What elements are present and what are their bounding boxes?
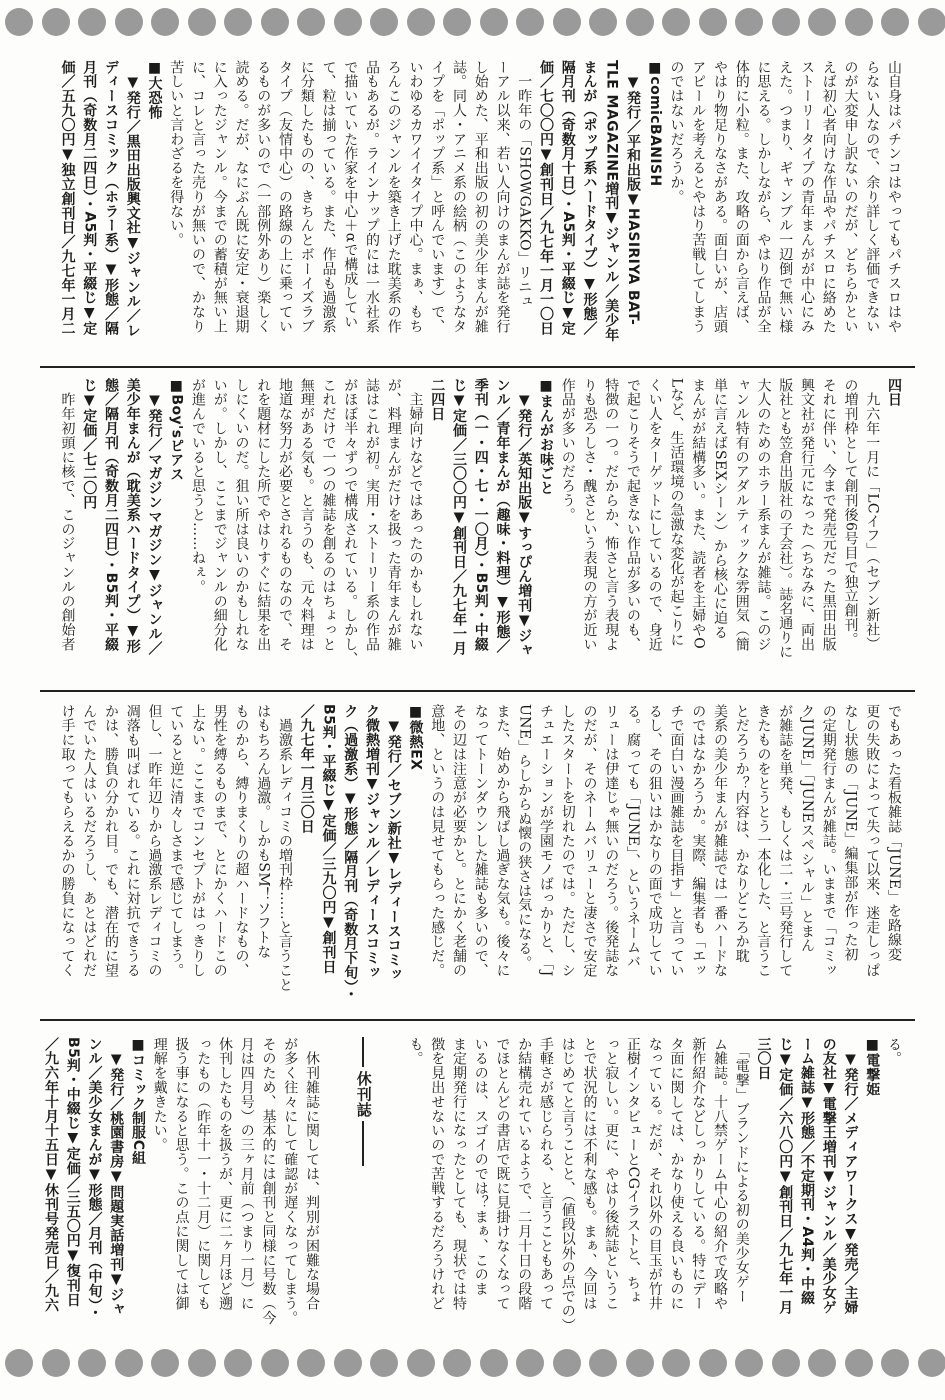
decorative-dot — [224, 1349, 252, 1377]
text-column: 「電撃」ブランドによる初の美少女ゲー — [733, 1037, 750, 1304]
text-band-4 — [39, 1037, 904, 1337]
decorative-dot — [261, 1349, 289, 1377]
text-column: いるのは、スゴイのでは？まぁ、このま — [472, 1037, 489, 1297]
text-column: て、粒は揃っている。また、作品も過激系 — [320, 60, 337, 334]
text-column: ものから、縛りまくりの超ハードなもの、 — [233, 704, 250, 978]
text-column: る。腐っても「JUNE」、というネームバ — [625, 704, 641, 969]
text-column: 徴を見出せないので苦戦するだろうけれど — [429, 1037, 446, 1311]
text-column: また、始めから飛ばし過ぎな気も。後々に — [494, 704, 511, 978]
text-column: 特徴の一つ。だからか、怖さと言う表現よ — [603, 378, 620, 652]
magazine-spec-line: 季刊（一・四・七・一〇月）・B5判・中綴 — [472, 378, 489, 652]
text-column: ていると逆に清々しさまで感じてしまう。 — [168, 704, 185, 978]
decorative-dot — [5, 8, 33, 36]
text-column: るし、その狙いはかなりの面で成功してい — [646, 704, 663, 978]
text-column: 上ない。ここまでコンセプトがはっきりし — [190, 704, 206, 978]
text-column: それに伴い、今まで発売元だった黒田出版 — [820, 378, 837, 652]
text-column: 意地、というのは見せてもらった感じだ。 — [429, 704, 446, 978]
section-divider — [40, 1019, 915, 1021]
text-column: か結構売れているようで、二月十日の段階 — [516, 1037, 533, 1311]
text-column: いわゆるカワイイタイプ中心。まぁ、もち — [407, 60, 424, 334]
magazine-spec-line: ／九六年十月十五日▼休刊号発売日／九六 — [43, 1037, 59, 1313]
text-column: 但し、一昨年辺りから過激系レディコミの — [146, 704, 163, 978]
text-column: 休刊したものを扱うが、更に二ヶ月ほど遡 — [217, 1037, 233, 1311]
decorative-dot — [443, 1349, 471, 1377]
decorative-dot — [480, 8, 508, 36]
decorative-dot — [407, 1349, 435, 1377]
text-column: 苦しいと言わざるを得ない。 — [168, 60, 185, 248]
text-column: やはり物足りなさがある。面白いが、店頭 — [712, 60, 728, 334]
decorative-dot — [626, 1349, 654, 1377]
decorative-dot — [151, 1349, 179, 1377]
text-column: 凋落も叫ばれている。これに対抗できうる — [124, 704, 141, 978]
decorative-dot — [151, 8, 179, 36]
text-column: に分類したものの、きちんとボーイズラブ — [298, 60, 315, 334]
decorative-dot — [516, 8, 544, 36]
decorative-dot — [78, 8, 106, 36]
text-column: でもあった看板雑誌「JUNE」を路線変 — [886, 704, 902, 962]
text-column: えば初心者向けな作品やパチスロに絡めた — [820, 60, 837, 334]
decorative-dot — [735, 1349, 763, 1377]
text-column: のが大変申し訳ないのだが、どちらかとい — [842, 60, 859, 334]
text-column: け手に取ってもらえるかの勝負になってく — [59, 704, 76, 978]
decorative-dot — [662, 8, 690, 36]
magazine-spec-line: の友社▼電撃王増刊▼ジャンル／美少女ゲ — [820, 1037, 837, 1315]
text-column: 大人のためのホラー系まんが雑誌。このジ — [755, 378, 772, 652]
magazine-spec-line: じ▼定価／六八〇円▼創刊日／九七年一月 — [777, 1037, 794, 1315]
text-column: 更の失敗によって失って以来、迷走しっぱ — [864, 704, 881, 978]
decorative-dot — [808, 1349, 836, 1377]
text-column: 扱う事になると思う。この点に関しては御 — [173, 1037, 190, 1311]
section-heading — [352, 1037, 374, 1337]
text-column: なっている。だが、それ以外の目玉が竹井 — [646, 1037, 663, 1311]
magazine-spec-line: ンル／青年まんが（趣味・料理）▼形態／ — [494, 378, 511, 654]
text-column: したスタートを切れたのでは。ただし、シ — [559, 704, 576, 978]
text-column: ストーリータイプの青年まんがが中心にみ — [799, 60, 815, 334]
text-column: 正樹インタビューとCGイラストと、ちょ — [625, 1037, 641, 1305]
decorative-dot — [42, 8, 70, 36]
magazine-spec-line: ▼発行／マガジンマガジン▼ジャンル／ — [146, 378, 163, 656]
text-column: いが。しかし、ここまでジャンルの細分化 — [211, 378, 228, 652]
text-column: の定期発行まんが雑誌。いままで「コミッ — [820, 704, 837, 978]
magazine-spec-line: ▼発行／黒田出版興文社▼ジャンル／レ — [124, 60, 141, 338]
text-column: 美系の美少年まんが雑誌では一番ハードな — [712, 704, 728, 978]
decorative-dot — [808, 8, 836, 36]
decorative-dot — [772, 8, 800, 36]
decorative-dot — [735, 8, 763, 36]
decorative-dot — [370, 8, 398, 36]
text-column: 過激系レディコミの増刊枠……と言うこと — [277, 704, 293, 992]
decorative-dot — [626, 8, 654, 36]
decorative-dot-row-bottom — [5, 1349, 945, 1379]
decorative-dot-row-top — [5, 8, 945, 38]
text-column: 誌はこれが初。実用・ストーリー系の作品 — [364, 378, 380, 652]
magazine-spec-line: ■コミック制服C組 — [130, 1037, 146, 1165]
decorative-dot — [261, 8, 289, 36]
text-column: えた。つまり、ギャンブル一辺倒で無い様 — [777, 60, 794, 334]
decorative-dot — [845, 8, 873, 36]
text-column: ったもの（昨年十一・十二月）に関しても — [195, 1037, 212, 1311]
magazine-spec-line: まんが（ポップ系ハードタイプ）▼形態／ — [581, 60, 598, 336]
text-column: 興文社が発行元になった（ちなみに、両出 — [799, 378, 815, 652]
text-column: タイプ（友情中心）の路線の上に乗ってい — [277, 60, 293, 334]
text-column: イプを「ポップ系」と呼んでいます）で、 — [429, 60, 446, 334]
text-column: れを題材にした所でやはりすぐに結果を出 — [255, 378, 272, 652]
text-column: 新作紹介などしっかりしている。特にデー — [690, 1037, 707, 1311]
text-column: 無理がある気も。と言うのも、元々料理は — [298, 378, 315, 652]
decorative-dot — [188, 8, 216, 36]
decorative-dot — [115, 8, 143, 36]
text-column: 単に言えばSEXシーン）から核心に迫る — [712, 378, 728, 640]
decorative-dot — [115, 1349, 143, 1377]
decorative-dot — [589, 8, 617, 36]
text-column: 九六年一月に「LCイフ」（セブン新社） — [864, 378, 881, 652]
magazine-spec-line: ンル／美少女まんが▼形態／月刊（中旬）・ — [86, 1037, 103, 1320]
text-column: が多く往々にして確認が遅くなってしまう。 — [282, 1037, 299, 1325]
heading-rule — [362, 1037, 364, 1067]
text-column: くい人をターゲットにしているので、身近 — [646, 378, 663, 652]
decorative-dot — [480, 1349, 508, 1377]
decorative-dot — [42, 1349, 70, 1377]
text-column: のではなかろうか。実際、編集者も「エッ — [690, 704, 707, 978]
magazine-spec-line: じ▼定価／七二〇円 — [81, 378, 98, 510]
text-column: 体的に小粒。また、攻略の面から言えば、 — [733, 60, 750, 334]
decorative-dot — [881, 8, 909, 36]
text-column: その辺は注意が必要かと。とにかく老舗の — [451, 704, 467, 978]
text-column: ム雑誌。十八禁ゲーム中心の紹介で攻略や — [712, 1037, 728, 1311]
magazine-spec-line: ■comicBANISH — [646, 60, 663, 187]
decorative-dot — [334, 1349, 362, 1377]
text-column: とだろうか？内容は、かなりどころか耽 — [733, 704, 750, 964]
section-divider — [40, 690, 915, 692]
text-band-1 — [56, 60, 904, 360]
decorative-dot — [370, 1349, 398, 1377]
magazine-spec-line: ／九七年一月三〇日 — [298, 704, 315, 834]
text-column: りも恐ろしさ・醜さという表現の方が近い — [581, 378, 598, 652]
magazine-spec-line: ▼発行／メディアワークス▼発売／主婦 — [842, 1037, 859, 1315]
magazine-spec-line: B5判・平綴じ▼定価／三九〇円▼創刊日 — [320, 704, 337, 975]
magazine-spec-line: 三〇日 — [755, 1037, 772, 1081]
magazine-spec-line: 隔月刊（奇数月十日）・A5判・平綴じ▼定 — [559, 60, 576, 336]
text-column: が進んでいると思うと……ねぇ。 — [190, 378, 206, 594]
decorative-dot — [553, 8, 581, 36]
text-column: んでいた人はいるだろうし、あとはどれだ — [81, 704, 98, 978]
text-column: 読める。だが、なにぶん既に安定・衰退期 — [233, 60, 250, 334]
text-column: タ面に関しては、かなり使える良いものに — [668, 1037, 685, 1311]
text-column: これだけで一つの雑誌を創るのはちょっと — [320, 378, 337, 652]
text-column: UNE」らしからぬ懐の狭さは気になる。 — [516, 704, 533, 970]
decorative-dot — [589, 1349, 617, 1377]
magazine-spec-line: ク（過激系）▼形態／隔月刊（奇数月下旬）・ — [342, 704, 359, 1002]
text-column: クJUNE」「JUNEスペシャル」とまん — [799, 704, 815, 953]
decorative-dot — [443, 8, 471, 36]
text-column: リューは伊達じゃ無いのだろう。後発誌な — [603, 704, 620, 978]
text-column: 手軽さが感じられる、と言うこともあって — [538, 1037, 554, 1311]
text-column: 版社とも笠倉出版社の子会社）。誌名通りに — [777, 378, 794, 659]
decorative-dot — [699, 1349, 727, 1377]
decorative-dot — [334, 8, 362, 36]
text-column: 男性を縛るものまで、とにかくハードこの — [211, 704, 228, 978]
decorative-dot — [5, 1349, 33, 1377]
text-column: 作品が多いのだろう。 — [559, 378, 576, 522]
magazine-spec-line: ■微熱EX — [407, 704, 424, 771]
text-column: が雑誌を単発、もしくは二・三号発行して — [777, 704, 794, 978]
text-column: ャンル特有のアダルティックな雰囲気（簡 — [733, 378, 750, 652]
text-column: はもちろん過激。しかもSM！ソフトな — [255, 704, 272, 960]
text-column: 主婦向けなどではあったのかもしれない — [407, 378, 424, 652]
text-column: 山自身はパチンコはやってもパチスロはや — [886, 60, 902, 334]
text-column: でほとんどの書店で既に見掛けなくなって — [494, 1037, 511, 1311]
heading-rule — [362, 1121, 364, 1166]
text-column: がほぼ半々ずつで構成されている。しかし、 — [342, 378, 359, 666]
text-column: のだが、そのネームバリューと凄さで安定 — [581, 704, 598, 978]
magazine-spec-line: TLE MAGAZINE増刊▼ジャンル／美少年 — [603, 60, 620, 342]
text-column: はじめてと言うことと、（値段以外の点での） — [559, 1037, 576, 1333]
text-column: に、コレと言った売りが無いので、かなり — [190, 60, 206, 334]
text-band-3 — [56, 704, 904, 1004]
magazine-spec-line: 月刊（奇数月二四日）・A5判・平綴じ▼定 — [81, 60, 98, 336]
text-column: が、料理まんがだけを扱った青年まんが雑 — [385, 378, 402, 652]
text-column: Lなど、生活環境の急激な変化が起こりに — [668, 378, 685, 647]
text-column: そのため、基本的には創刊と同様に号数（今 — [260, 1037, 277, 1325]
text-column: 理解を戴きたい。 — [151, 1037, 168, 1153]
decorative-dot — [224, 8, 252, 36]
decorative-dot — [516, 1349, 544, 1377]
magazine-spec-line: ▼発行／桃園書房▼問題実話増刊▼ジャ — [108, 1037, 125, 1317]
text-column: 月は四月号）の三ヶ月前（つまり一月）に — [238, 1037, 255, 1311]
text-column: ま定期発行になったとしても、現状では特 — [451, 1037, 467, 1311]
text-column: し始めた、平和出版の初の美少年まんが雑 — [472, 60, 489, 334]
text-column: かは、勝負の分かれ目。でも、潜在的に望 — [103, 704, 119, 978]
magazine-spec-line: じ▼定価／三〇〇円▼創刊日／九七年一月 — [451, 378, 467, 656]
text-column: しにくいのだ。狙い所は良いのかもしれな — [233, 378, 250, 652]
magazine-spec-line: ▼発行／セブン新社▼レディースコミッ — [385, 704, 402, 982]
magazine-spec-line: 態／隔月刊（奇数月二四日）・B5判・平綴 — [103, 378, 119, 652]
text-column: まんがが結構多い。また、読者を主婦やO — [690, 378, 707, 650]
text-column: 品もあるが。ラインナップ的には一水社系 — [364, 60, 380, 334]
section-heading-text: 休刊誌 — [354, 1071, 373, 1118]
text-column: るものが多いので（一部例外あり）楽しく — [255, 60, 272, 334]
text-column: る。 — [886, 1037, 902, 1066]
magazine-spec-line: ▼発行／英知出版▼すっぴん増刊▼ジャ — [516, 378, 533, 658]
text-column: らない人なので、余り詳しく評価できない — [864, 60, 881, 334]
decorative-dot — [662, 1349, 690, 1377]
text-column: 地道な努力が必要とされるものなので、そ — [277, 378, 293, 652]
decorative-dot — [772, 1349, 800, 1377]
decorative-dot — [553, 1349, 581, 1377]
text-column: アピールを考えるとやはり苦戦してしまう — [690, 60, 707, 334]
magazine-spec-line: ■電撃姫 — [864, 1037, 881, 1097]
text-column: なってトーンダウンした雑誌も多いので、 — [472, 704, 489, 978]
text-column: っと寂しい。更に、やはり後続誌というこ — [603, 1037, 620, 1311]
text-column: なし状態の「JUNE」編集部が作った初 — [842, 704, 859, 962]
text-column: のではないだろうか。 — [668, 60, 685, 204]
text-column: チで面白い漫画雑誌を目指す」と言ってい — [668, 704, 685, 978]
magazine-spec-line: 美少年まんが（耽美系ハードタイプ）▼形 — [124, 378, 141, 654]
decorative-dot — [78, 1349, 106, 1377]
magazine-spec-line: ■Boy'sピアス — [168, 378, 185, 482]
decorative-dot — [918, 1349, 945, 1377]
text-column: に入ったジャンル。今までの蓄積が無い上 — [211, 60, 228, 334]
text-column: に思える。しかしながら、やはり作品が全 — [755, 60, 772, 334]
text-column: 誌。同人・アニメ系の絵柄（このようなタ — [451, 60, 467, 334]
magazine-spec-line: 二四日 — [429, 378, 446, 422]
text-column: 一昨年の「SHOWGAKKO」リニュ — [516, 60, 533, 309]
decorative-dot — [297, 8, 325, 36]
text-column: 休刊雑誌に関しては、判別が困難な場合 — [304, 1037, 320, 1311]
magazine-spec-line: ■大恐怖 — [146, 60, 163, 120]
text-column: きたものをとうとう一本化した、と言うこ — [755, 704, 772, 978]
text-column: 昨年初頭に核で、このジャンルの創始者 — [59, 378, 76, 652]
magazine-spec-line: 価／五九〇円▼独立創刊日／九七年一月二 — [59, 60, 76, 336]
decorative-dot — [699, 8, 727, 36]
decorative-dot — [297, 1349, 325, 1377]
magazine-spec-line: ▼発行／平和出版▼HASIRIYA BAT- — [625, 60, 641, 326]
text-column: も。 — [407, 1037, 424, 1066]
text-column: とで状況的には不利な感も。まぁ、今回は — [581, 1037, 598, 1311]
text-column: で起こりそうで起きない作品が多いのも、 — [625, 378, 641, 652]
magazine-spec-line: B5判・中綴じ▼定価／三五〇円▼復刊日 — [64, 1037, 81, 1308]
text-column: ーアル以来、若い人向けのまんが誌を発行 — [494, 60, 511, 334]
magazine-spec-line: 四日 — [886, 378, 902, 407]
decorative-dot — [845, 1349, 873, 1377]
decorative-dot — [918, 8, 945, 36]
text-column: チュエーションが学園モノばっかりと、「J — [538, 704, 554, 977]
magazine-spec-line: ディースコミック（ホラー系）▼形態／隔 — [103, 60, 119, 336]
decorative-dot — [881, 1349, 909, 1377]
magazine-spec-line: ク微熱増刊▼ジャンル／レディースコミッ — [364, 704, 380, 980]
decorative-dot — [407, 8, 435, 36]
text-column: ろんこのジャンルを築き上げた耽美系の作 — [385, 60, 402, 334]
text-column: で描いていた作家を中心＋αで構成してい — [342, 60, 359, 330]
section-divider — [40, 366, 915, 368]
magazine-spec-line: 価／七〇〇円▼創刊日／九七年一月一〇日 — [538, 60, 554, 336]
magazine-spec-line: ーム雑誌▼形態／不定期刊・A4判・中綴 — [799, 1037, 815, 1306]
text-band-2 — [56, 378, 904, 678]
decorative-dot — [188, 1349, 216, 1377]
text-column: の増刊枠として創刊後6号目で独立創刊。 — [842, 378, 859, 647]
magazine-spec-line: ■まんがお味ごと — [538, 378, 554, 496]
